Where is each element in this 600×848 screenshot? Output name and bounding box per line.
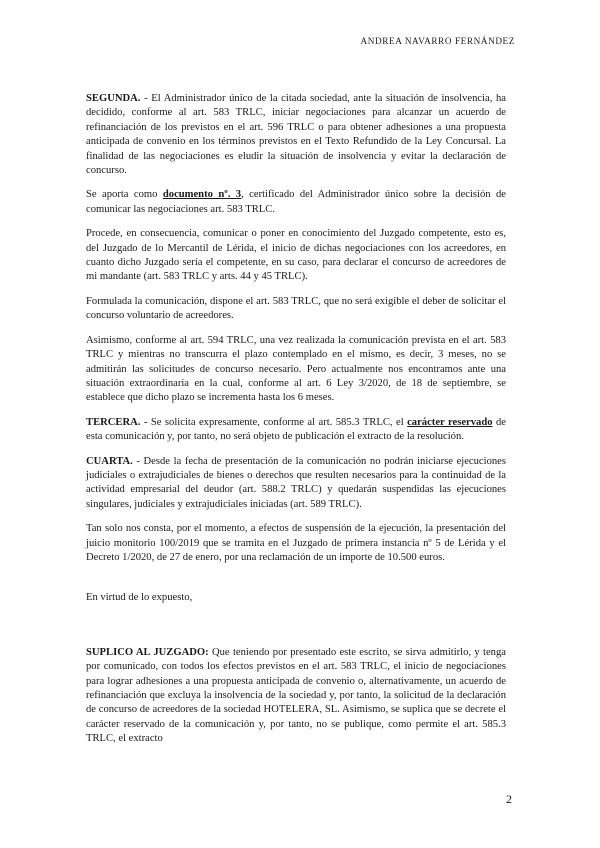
paragraph-text: - Se solicita expresamente, conforme al art. 585.3 TRLC, el (140, 416, 408, 428)
paragraph-cuarta (86, 455, 506, 513)
paragraph-suplico (86, 646, 506, 747)
spacer (86, 575, 506, 591)
document-body (86, 92, 506, 757)
paragraph-text: de esta comunicación y, por tanto, no será objeto de publicación el extracto de la resolución. (86, 416, 506, 443)
paragraph-tercera (86, 416, 506, 445)
section-heading-segunda: SEGUNDA. (86, 93, 141, 104)
paragraph-en-virtud: En virtud de lo expuesto, (86, 592, 193, 604)
paragraph-text: - Desde la fecha de presentación de la comunicación no podrán iniciarse ejecuciones judiciales o extrajudiciales de bienes o derechos que resulten necesarios para la continuidad de la actividad empresarial del deudor (art. 588.2 TRLC) y quedarán suspendidas las ejecuciones singulares, judiciales y extrajudiciales iniciadas (art. 589 TRLC). (86, 455, 506, 510)
paragraph-text: Se aporta como (86, 189, 163, 201)
section-heading-cuarta: CUARTA. (86, 455, 133, 467)
page-number: 2 (506, 792, 512, 806)
paragraph-asimismo: Asimismo, conforme al art. 594 TRLC, una vez realizada la comunicación prevista en el art. 583 TRLC y mientras no transcurra el plazo contemplado en el mismo, es decir, 3 meses, no se admitirán las solicitudes de concurso necesario. Pero actualmente nos encontramos ante una situación extraordinaria en la cual, conforme al art. 6 Ley 3/2020, de 18 de septiembre, se establece que dicho plazo se incrementa hasta los 6 meses. (86, 334, 506, 404)
paragraph-tan-solo: Tan solo nos consta, por el momento, a efectos de suspensión de la ejecución, la presentación del juicio monitorio 100/2019 que se tramita en el Juzgado de primera instancia nº 5 de Lérida y el Decreto 1/2020, de 27 de enero, por una reclamación de un importe de 10.500 euros. (86, 523, 506, 563)
paragraph-documento (86, 188, 506, 217)
section-heading-tercera: TERCERA. (86, 416, 141, 428)
document-header-author: ANDREA NAVARRO FERNÁNDEZ (360, 36, 515, 46)
paragraph-text: Que teniendo por presentado este escrito, se sirva admitirlo, y tenga por comunicado, con todos los efectos previstos en el art. 583 TRLC, el inicio de negociaciones para lograr adhesiones a una propuesta anticipada de convenio o, alternativamente, un acuerdo de refinanciación que excluya la insolvencia de la sociedad y, por tanto, la solicitud de la declaración de concurso de acreedores de la sociedad HOTELERA, SL. Asimismo, se suplica que se decrete el carácter reservado de la comunicación y, por tanto, no se publique, como permite el art. 585.3 TRLC, el extracto (86, 646, 506, 745)
spacer (86, 616, 506, 646)
document-reference: documento nº. 3 (162, 189, 242, 201)
paragraph-text: - El Administrador único de la citada sociedad, ante la situación de insolvencia, ha decidido, conforme al art. 583 TRLC, iniciar negociaciones para alcanzar un acuerdo de refinanciación de los previstos en el art. 596 TRLC o para obtener adhesiones a una propuesta anticipada de convenio en los términos previstos en el Texto Refundido de la Ley Concursal. La finalidad de las negociaciones es eludir la situación de insolvencia y evitar la declaración de concurso. (86, 93, 506, 177)
paragraph-formulada: Formulada la comunicación, dispone el art. 583 TRLC, que no será exigible el deber de solicitar el concurso voluntario de acreedores. (86, 295, 506, 322)
paragraph-text: , certificado del Administrador único sobre la decisión de comunicar las negociaciones art. 583 TRLC. (86, 189, 507, 215)
paragraph-procede: Procede, en consecuencia, comunicar o poner en conocimiento del Juzgado competente, esto es, del Juzgado de lo Mercantil de Lérida, el inicio de dichas negociaciones con los acreedores, en cuanto dicho Juzgado sería el competente, en su caso, para declarar el concurso de acreedores de mi mandante (art. 583 TRLC y arts. 44 y 45 TRLC). (86, 228, 506, 283)
section-heading-suplico: SUPLICO AL JUZGADO: (86, 646, 209, 658)
emphasis-caracter-reservado: carácter reservado (407, 416, 493, 428)
paragraph-segunda (86, 92, 506, 178)
